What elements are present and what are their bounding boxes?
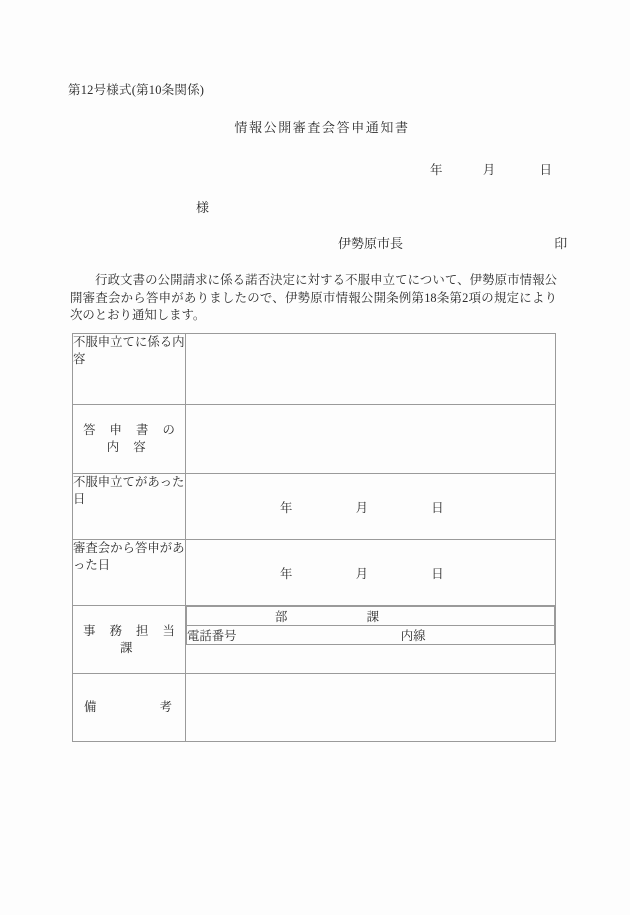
row-label-remarks: 備 考 (73, 674, 186, 742)
signer-line (338, 233, 567, 252)
row-label-report-content: 答 申 書 の 内 容 (73, 405, 186, 474)
table-row (73, 474, 556, 540)
row-label-responsible-section: 事 務 担 当 課 (73, 606, 186, 674)
council-date-month: 月 (355, 566, 368, 581)
row-label-council-report-date: 審査会から答申があった日 (73, 540, 186, 606)
responsible-section-subtable (186, 606, 555, 645)
issue-date-day: 日 (539, 163, 553, 177)
council-date-day: 日 (431, 566, 444, 581)
row-value-report-content[interactable] (186, 405, 556, 474)
appeal-date-day: 日 (431, 500, 444, 515)
table-row (73, 334, 556, 405)
table-row (73, 405, 556, 474)
department-label: 部 (275, 610, 288, 624)
signer-name: 伊勢原市長 (338, 236, 404, 251)
issue-date-line (430, 160, 552, 178)
issue-date-month: 月 (482, 163, 496, 177)
row-value-council-report-date[interactable] (186, 540, 556, 606)
responsible-section-cell (186, 606, 556, 674)
table-row (73, 540, 556, 606)
seal-mark: 印 (554, 236, 568, 251)
extension-label: 内線 (400, 629, 426, 643)
row-label-appeal-date: 不服申立てがあった日 (73, 474, 186, 540)
appeal-date-month: 月 (355, 500, 368, 515)
section-label: 課 (366, 610, 379, 624)
appeal-date-year: 年 (280, 500, 293, 515)
notification-table (72, 333, 556, 742)
body-paragraph-text: 行政文書の公開請求に係る諾否決定に対する不服申立てについて、伊勢原市情報公開審査会から答申がありましたので、伊勢原市情報公開条例第18条第2項の規定により次のとおり通知します。 (70, 273, 557, 323)
form-number: 第12号様式(第10条関係) (68, 83, 205, 97)
department-section-fields[interactable] (187, 607, 555, 626)
issue-date-year: 年 (430, 163, 443, 177)
phone-label: 電話番号 (187, 629, 237, 643)
phone-subrow (187, 626, 555, 645)
phone-extension-fields[interactable] (187, 626, 555, 645)
table-row (73, 606, 556, 674)
row-label-appeal-content: 不服申立てに係る内容 (73, 334, 186, 405)
department-subrow (187, 607, 555, 626)
table-row (73, 674, 556, 742)
body-paragraph (70, 272, 557, 325)
row-value-appeal-content[interactable] (186, 334, 556, 405)
addressee-honorific: 様 (196, 200, 210, 215)
row-value-remarks[interactable] (186, 674, 556, 742)
council-date-year: 年 (280, 566, 293, 581)
row-value-appeal-date[interactable] (186, 474, 556, 540)
document-title: 情報公開審査会答申通知書 (234, 120, 410, 135)
